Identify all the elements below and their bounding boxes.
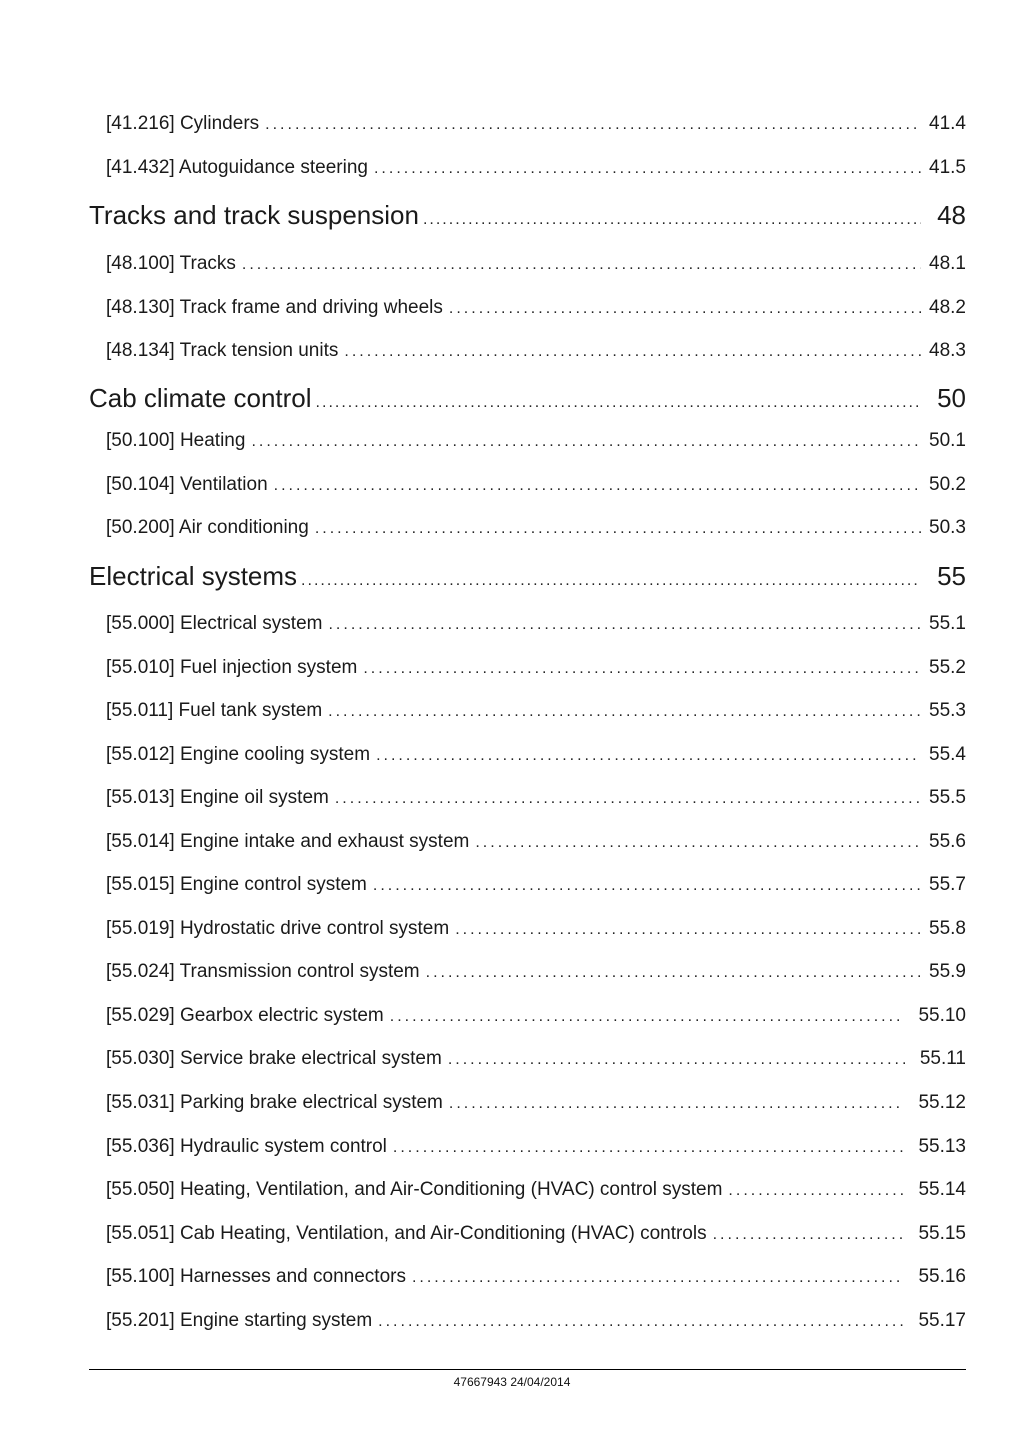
toc-page-number: 55.17 <box>918 1310 966 1331</box>
toc-dot-leader <box>448 1051 906 1069</box>
toc-section-entry[interactable] <box>106 1092 966 1114</box>
toc-section-entry[interactable] <box>106 874 966 896</box>
toc-entry-title: [55.050] Heating, Ventilation, and Air-Conditioning (HVAC) control system <box>106 1179 723 1200</box>
toc-section-entry[interactable] <box>106 1266 966 1288</box>
toc-page-number: 55.10 <box>918 1005 966 1026</box>
toc-entry-title: [55.024] Transmission control system <box>106 961 420 982</box>
toc-page-number: 55.9 <box>929 961 966 982</box>
toc-section-entry[interactable] <box>106 1179 966 1201</box>
toc-page-number: 50.2 <box>929 474 966 495</box>
toc-chapter-entry[interactable] <box>89 200 966 231</box>
toc-section-entry[interactable] <box>106 1048 966 1070</box>
toc-entry-title: [55.030] Service brake electrical system <box>106 1048 442 1069</box>
toc-page-number: 55.4 <box>929 744 966 765</box>
toc-section-entry[interactable] <box>106 831 966 853</box>
toc-dot-leader <box>374 160 921 178</box>
toc-dot-leader <box>373 877 921 895</box>
toc-entry-title: [55.019] Hydrostatic drive control system <box>106 918 450 939</box>
toc-dot-leader <box>265 116 921 134</box>
toc-page-number: 55.1 <box>929 613 966 634</box>
toc-entry-title: [55.011] Fuel tank system <box>106 700 323 721</box>
toc-section-entry[interactable] <box>106 1310 966 1332</box>
toc-dot-leader <box>713 1226 905 1244</box>
toc-page-number: 55.11 <box>919 1048 966 1069</box>
toc-entry-title: [55.201] Engine starting system <box>106 1310 373 1331</box>
toc-dot-leader <box>475 834 921 852</box>
toc-dot-leader <box>426 964 921 982</box>
toc-page-number: 48 <box>937 200 966 230</box>
toc-entry-title: [55.010] Fuel injection system <box>106 657 358 678</box>
toc-page-number: 55.16 <box>918 1266 966 1287</box>
toc-page-number: 55.6 <box>929 831 966 852</box>
toc-section-entry[interactable] <box>106 1223 966 1245</box>
toc-section-entry[interactable] <box>106 787 966 809</box>
toc-entry-title: [55.036] Hydraulic system control <box>106 1136 387 1157</box>
toc-section-entry[interactable] <box>106 253 966 275</box>
toc-entry-title: [50.104] Ventilation <box>106 474 268 495</box>
toc-section-entry[interactable] <box>106 961 966 983</box>
toc-dot-leader <box>455 921 921 939</box>
toc-dot-leader <box>393 1139 905 1157</box>
toc-dot-leader <box>315 520 921 538</box>
toc-section-entry[interactable] <box>106 744 966 766</box>
toc-page-number: 55.8 <box>929 918 966 939</box>
toc-entry-title: [41.216] Cylinders <box>106 113 260 134</box>
toc-page-number: 41.4 <box>929 113 966 134</box>
toc-entry-title: [55.015] Engine control system <box>106 874 367 895</box>
toc-entry-title: [48.100] Tracks <box>106 253 236 274</box>
toc-page-number: 50 <box>937 383 966 413</box>
toc-page-number: 55.5 <box>929 787 966 808</box>
toc-section-entry[interactable] <box>106 657 966 679</box>
toc-section-entry[interactable] <box>106 1136 966 1158</box>
toc-entry-title: [55.014] Engine intake and exhaust system <box>106 831 470 852</box>
toc-dot-leader <box>728 1182 904 1200</box>
toc-entry-title: [50.100] Heating <box>106 430 246 451</box>
toc-dot-leader <box>242 256 921 274</box>
toc-page-number: 50.3 <box>929 517 966 538</box>
toc-page-number: 55.2 <box>929 657 966 678</box>
toc-dot-leader <box>301 572 921 590</box>
toc-entry-title: [55.000] Electrical system <box>106 613 323 634</box>
toc-dot-leader <box>449 300 921 318</box>
toc-entry-title: Cab climate control <box>89 383 312 413</box>
toc-section-entry[interactable] <box>106 113 966 135</box>
toc-dot-leader <box>412 1269 904 1287</box>
toc-section-entry[interactable] <box>106 1005 966 1027</box>
toc-dot-leader <box>335 790 921 808</box>
toc-page-number: 55.15 <box>918 1223 966 1244</box>
toc-dot-leader <box>423 211 921 229</box>
toc-section-entry[interactable] <box>106 297 966 319</box>
toc-entry-title: [41.432] Autoguidance steering <box>106 157 368 178</box>
toc-page-number: 55.12 <box>918 1092 966 1113</box>
footer-document-id: 47667943 24/04/2014 <box>453 1375 571 1389</box>
toc-entry-title: Electrical systems <box>89 561 298 591</box>
toc-chapter-entry[interactable] <box>89 561 966 592</box>
toc-dot-leader <box>449 1095 905 1113</box>
toc-entry-title: [50.200] Air conditioning <box>106 517 309 538</box>
toc-dot-leader <box>378 1313 904 1331</box>
toc-section-entry[interactable] <box>106 340 966 362</box>
toc-page-number: 48.3 <box>929 340 966 361</box>
toc-chapter-entry[interactable] <box>89 383 966 414</box>
toc-entry-title: [48.134] Track tension units <box>106 340 339 361</box>
toc-page-number: 55.3 <box>929 700 966 721</box>
toc-entry-title: [55.012] Engine cooling system <box>106 744 371 765</box>
toc-dot-leader <box>328 616 921 634</box>
toc-entry-title: [48.130] Track frame and driving wheels <box>106 297 443 318</box>
toc-dot-leader <box>251 433 921 451</box>
toc-section-entry[interactable] <box>106 613 966 635</box>
toc-dot-leader <box>363 660 921 678</box>
toc-dot-leader <box>316 394 922 412</box>
toc-page-number: 55 <box>937 561 966 591</box>
toc-entry-title: [55.051] Cab Heating, Ventilation, and Air-Conditioning (HVAC) controls <box>106 1223 707 1244</box>
toc-section-entry[interactable] <box>106 700 966 722</box>
toc-page-number: 55.13 <box>918 1136 966 1157</box>
toc-section-entry[interactable] <box>106 918 966 940</box>
toc-page-number: 55.7 <box>929 874 966 895</box>
footer-divider <box>89 1369 966 1370</box>
toc-entry-title: [55.031] Parking brake electrical system <box>106 1092 443 1113</box>
toc-dot-leader <box>274 477 921 495</box>
toc-page-number: 48.2 <box>929 297 966 318</box>
toc-page-number: 48.1 <box>929 253 966 274</box>
toc-page-number: 41.5 <box>929 157 966 178</box>
toc-page-number: 50.1 <box>929 430 966 451</box>
toc-dot-leader <box>376 747 921 765</box>
toc-dot-leader <box>328 703 921 721</box>
toc-section-entry[interactable] <box>106 430 966 452</box>
toc-section-entry[interactable] <box>106 517 966 539</box>
toc-dot-leader <box>390 1008 905 1026</box>
toc-section-entry[interactable] <box>106 157 966 179</box>
toc-entry-title: Tracks and track suspension <box>89 200 419 230</box>
toc-page-number: 55.14 <box>918 1179 966 1200</box>
toc-entry-title: [55.029] Gearbox electric system <box>106 1005 384 1026</box>
toc-entry-title: [55.013] Engine oil system <box>106 787 329 808</box>
toc-section-entry[interactable] <box>106 474 966 496</box>
toc-entry-title: [55.100] Harnesses and connectors <box>106 1266 406 1287</box>
toc-dot-leader <box>344 343 921 361</box>
